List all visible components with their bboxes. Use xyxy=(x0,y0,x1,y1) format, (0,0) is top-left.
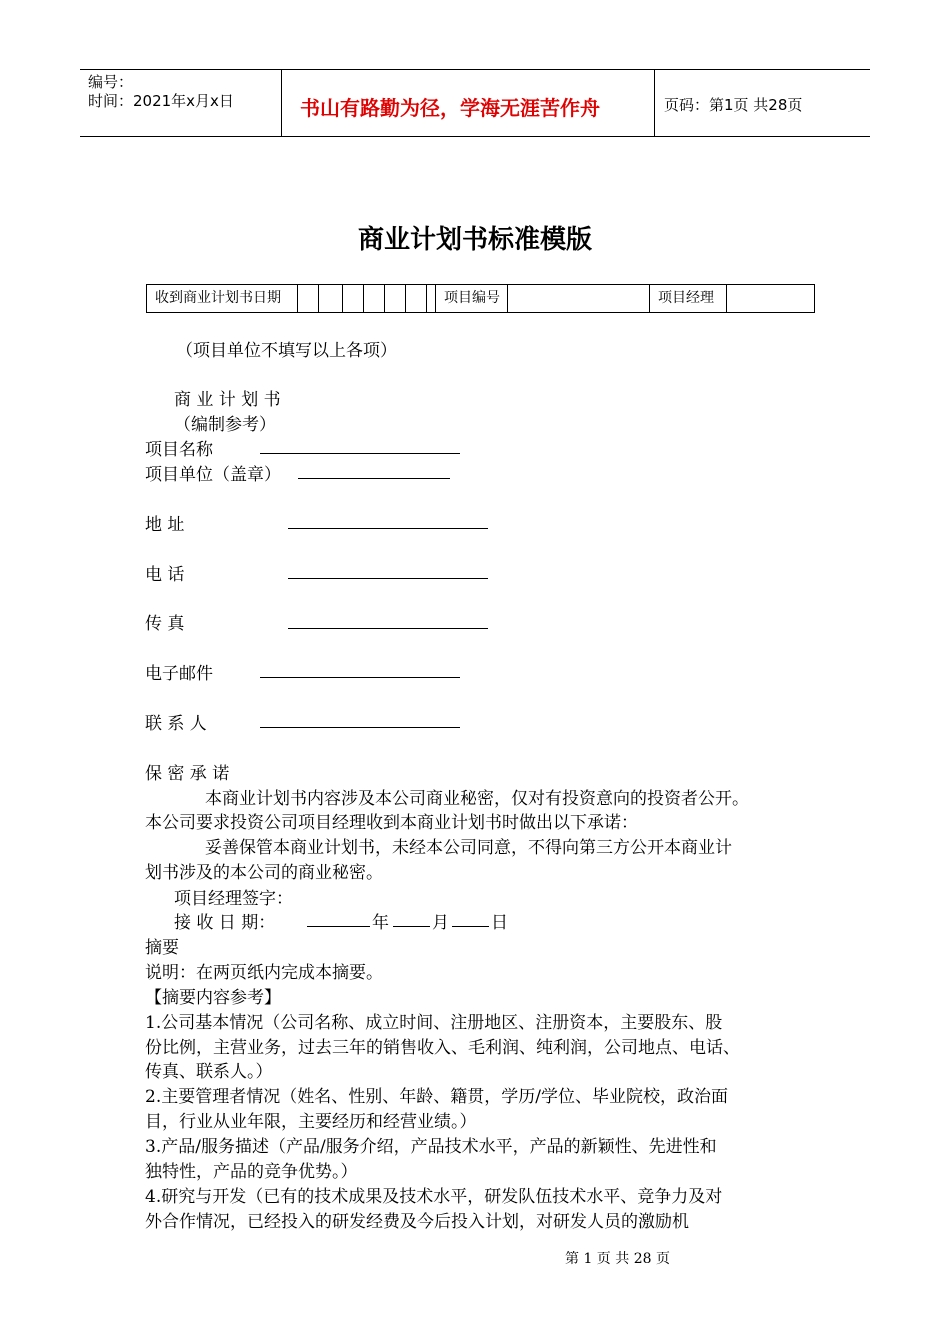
receive-year-line xyxy=(307,910,370,927)
summary-line: 目，行业从业年限，主要经历和经营业绩。） xyxy=(145,1112,477,1132)
header-time-label: 时间：2021年x月x日 xyxy=(88,92,234,110)
field-contact-line xyxy=(260,711,460,728)
receive-year-label: 年 xyxy=(372,913,389,933)
summary-instruction: 说明：在两页纸内完成本摘要。 xyxy=(145,963,383,983)
field-project-unit-line xyxy=(298,462,450,479)
receipt-project-no-label-cell xyxy=(436,285,508,312)
receipt-project-no-label: 项目编号 xyxy=(444,290,500,306)
summary-line: 3.产品/服务描述（产品/服务介绍，产品技术水平，产品的新颖性、先进性和 xyxy=(145,1137,717,1157)
receipt-date-box-5 xyxy=(385,285,406,312)
receipt-table xyxy=(146,284,815,313)
header-bottom-rule xyxy=(80,136,870,137)
field-phone-label: 电 话 xyxy=(145,565,185,585)
receipt-date-box-4 xyxy=(364,285,385,312)
header-motto: 书山有路勤为径，学海无涯苦作舟 xyxy=(300,96,600,120)
confidentiality-p1-line2: 本公司要求投资公司项目经理收到本商业计划书时做出以下承诺： xyxy=(145,813,638,833)
field-email-line xyxy=(260,661,460,678)
confidentiality-p2-line1: 妥善保管本商业计划书，未经本公司同意，不得向第三方公开本商业计 xyxy=(205,838,732,858)
field-phone-line xyxy=(288,562,488,579)
page-footer: 第 1 页 共 28 页 xyxy=(565,1251,670,1267)
page-title: 商业计划书标准模版 xyxy=(357,225,592,255)
field-project-name-label: 项目名称 xyxy=(145,440,213,460)
receive-day-label: 日 xyxy=(491,913,508,933)
field-fax-label: 传 真 xyxy=(145,614,185,634)
receipt-date-box-7 xyxy=(427,285,436,312)
receipt-date-label-cell xyxy=(147,285,298,312)
header-divider-right xyxy=(654,69,655,136)
receive-month-label: 月 xyxy=(432,913,449,933)
summary-line: 份比例，主营业务，过去三年的销售收入、毛利润、纯利润，公司地点、电话、 xyxy=(145,1038,740,1058)
field-project-name-line xyxy=(260,437,460,454)
confidentiality-heading: 保 密 承 诺 xyxy=(145,764,230,784)
summary-line: 4.研究与开发（已有的技术成果及技术水平，研发队伍技术水平、竞争力及对 xyxy=(145,1187,723,1207)
confidentiality-p2-line2: 划书涉及的本公司的商业秘密。 xyxy=(145,863,383,883)
field-email-label: 电子邮件 xyxy=(145,664,213,684)
confidentiality-p1-line1: 本商业计划书内容涉及本公司商业秘密，仅对有投资意向的投资者公开。 xyxy=(205,789,749,809)
header-divider-left xyxy=(281,69,282,136)
receipt-date-box-1 xyxy=(298,285,319,312)
field-fax-line xyxy=(288,612,488,629)
doc-title: 商 业 计 划 书 xyxy=(174,390,281,410)
field-address-label: 地 址 xyxy=(145,515,185,535)
receive-month-line xyxy=(393,910,430,927)
receipt-manager-value xyxy=(727,285,813,312)
header-number-label: 编号： xyxy=(88,73,134,91)
summary-line: 传真、联系人。） xyxy=(145,1062,273,1082)
header-top-rule xyxy=(80,69,870,70)
table-note: （项目单位不填写以上各项） xyxy=(176,341,397,361)
summary-line: 外合作情况，已经投入的研发经费及今后投入计划，对研发人员的激励机 xyxy=(145,1212,689,1232)
summary-heading: 摘要 xyxy=(145,938,179,958)
receipt-date-box-3 xyxy=(343,285,364,312)
summary-ref-heading: 【摘要内容参考】 xyxy=(145,988,281,1008)
summary-line: 独特性，产品的竞争优势。） xyxy=(145,1162,358,1182)
manager-signature-label: 项目经理签字： xyxy=(174,889,293,909)
field-address-line xyxy=(288,512,488,529)
receipt-date-label: 收到商业计划书日期 xyxy=(155,290,281,306)
receipt-manager-label-cell xyxy=(650,285,727,312)
summary-line: 2.主要管理者情况（姓名、性别、年龄、籍贯，学历/学位、毕业院校，政治面 xyxy=(145,1087,728,1107)
summary-line: 1.公司基本情况（公司名称、成立时间、注册地区、注册资本，主要股东、股 xyxy=(145,1013,723,1033)
receipt-manager-label: 项目经理 xyxy=(658,290,714,306)
doc-subtitle: （编制参考） xyxy=(174,415,276,435)
field-project-unit-label: 项目单位（盖章） xyxy=(145,465,281,485)
field-contact-label: 联 系 人 xyxy=(145,714,207,734)
receipt-date-box-6 xyxy=(406,285,427,312)
receipt-date-box-2 xyxy=(319,285,343,312)
receipt-project-no-value xyxy=(508,285,650,312)
header-page-label: 页码：第1页 共28页 xyxy=(664,96,803,114)
receive-date-label: 接 收 日 期： xyxy=(174,913,276,933)
receive-day-line xyxy=(452,910,489,927)
